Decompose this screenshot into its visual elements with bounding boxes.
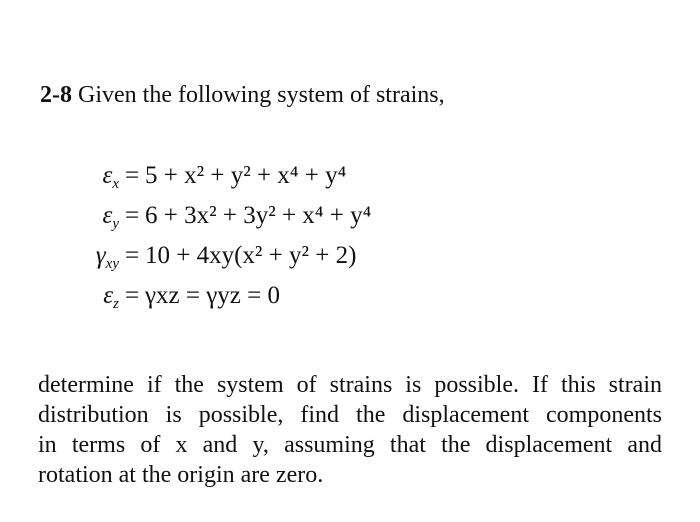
- equation-lhs: $\varepsilon_x$: [102, 162, 119, 192]
- equation-lhs: $\varepsilon_z$: [103, 282, 119, 312]
- problem-statement-line: rotation at the origin are zero.: [38, 462, 324, 488]
- equation-epsilon-z: [58, 276, 371, 316]
- equation-lhs: $\varepsilon_y$: [102, 202, 119, 232]
- equals-sign: =: [124, 202, 140, 229]
- strain-equations: [58, 156, 371, 316]
- equation-epsilon-y: [58, 196, 371, 236]
- equals-sign: =: [124, 162, 140, 189]
- problem-statement-line: determine if the system of strains is possible. If this strain: [38, 372, 662, 398]
- equation-gamma-xy: [58, 236, 371, 276]
- problem-heading: [40, 80, 445, 110]
- equals-sign: =: [124, 242, 140, 269]
- problem-statement-line: distribution is possible, find the displacement components: [38, 402, 662, 428]
- problem-statement-line: in terms of x and y, assuming that the displacement and: [38, 432, 662, 458]
- equation-epsilon-x: [58, 156, 371, 196]
- problem-number: 2-8: [40, 82, 72, 108]
- equals-sign: =: [124, 282, 140, 309]
- problem-heading-text: Given the following system of strains,: [78, 82, 445, 108]
- equation-lhs: $\gamma_{xy}$: [95, 242, 119, 272]
- equation-rhs: 10 + 4xy(x² + y² + 2): [145, 242, 357, 269]
- problem-statement: [38, 370, 662, 490]
- equation-rhs: 6 + 3x² + 3y² + x⁴ + y⁴: [145, 202, 372, 229]
- equation-rhs: γxz = γyz = 0: [145, 282, 280, 309]
- equation-rhs: 5 + x² + y² + x⁴ + y⁴: [145, 162, 347, 189]
